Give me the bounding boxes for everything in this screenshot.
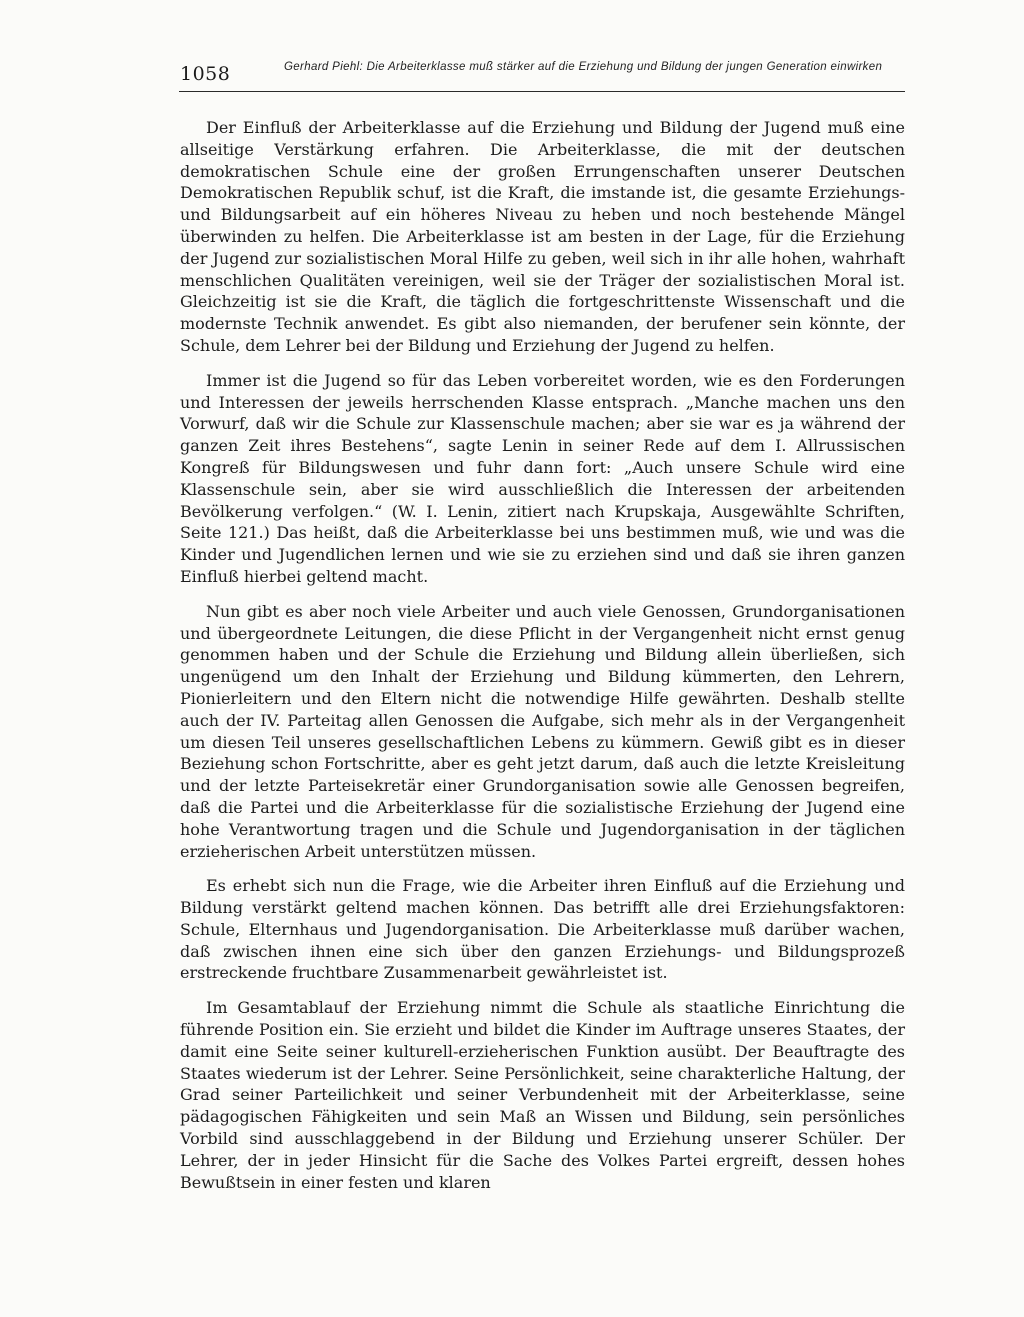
- paragraph: Immer ist die Jugend so für das Leben vorbereitet worden, wie es den Forderungen und Interessen der jeweils herrschenden Klasse entsprach. „Manche machen uns den Vorwurf, daß wir die Schule zur Klassenschule machen; aber sie war es ja während der ganzen Zeit ihres Bestehens“, sagte Lenin in seiner Rede auf dem I. Allrussischen Kongreß für Bildungswesen und fuhr dann fort: „Auch unsere Schule wird eine Klassenschule sein, aber sie wird ausschließlich die Interessen der arbeitenden Bevölkerung verfolgen.“ (W. I. Lenin, zitiert nach Krupskaja, Ausgewählte Schriften, Seite 121.) Das heißt, daß die Arbeiterklasse bei uns bestimmen muß, wie und was die Kinder und Jugendlichen lernen und wie sie zu erziehen sind und daß sie ihren ganzen Einfluß hierbei geltend macht.: [180, 370, 905, 586]
- paragraph: Nun gibt es aber noch viele Arbeiter und auch viele Genossen, Grundorganisationen und übergeordnete Leitungen, die diese Pflicht in der Vergangenheit nicht ernst genug genommen haben und der Schule die Erziehung und Bildung allein überließen, sich ungenügend um den Inhalt der Erziehung und Bildung kümmerten, den Lehrern, Pionierleitern und den Eltern nicht die notwendige Hilfe gewährten. Deshalb stellte auch der IV. Parteitag allen Genossen die Aufgabe, sich mehr als in der Vergangenheit um diesen Teil unseres gesellschaftlichen Lebens zu kümmern. Gewiß gibt es in dieser Beziehung schon Fortschritte, aber es geht jetzt darum, daß auch die letzte Kreisleitung und der letzte Parteisekretär einer Grundorganisation sowie alle Genossen begreifen, daß die Partei und die Arbeiterklasse für die sozialistische Erziehung der Jugend eine hohe Verantwortung tragen und die Schule und Jugendorganisation in der täglichen erzieherischen Arbeit unterstützen müssen.: [180, 601, 905, 861]
- paragraph: Im Gesamtablauf der Erziehung nimmt die Schule als staatliche Einrichtung die führende Position ein. Sie erzieht und bildet die Kinder im Auftrage unseres Staates, der damit eine Seite seiner kulturell-erzieherischen Funktion ausübt. Der Beauftragte des Staates wiederum ist der Lehrer. Seine Persönlichkeit, seine charakterliche Haltung, der Grad seiner Parteilichkeit und seiner Verbundenheit mit der Arbeiterklasse, seine pädagogischen Fähigkeiten und sein Maß an Wissen und Bildung, sein persönliches Vorbild sind ausschlaggebend in der Bildung und Erziehung unserer Schüler. Der Lehrer, der in jeder Hinsicht für die Sache des Volkes Partei ergreift, dessen hohes Bewußtsein in einer festen und klaren: [180, 998, 905, 1192]
- page-number: 1058: [180, 63, 231, 85]
- paragraph: Es erhebt sich nun die Frage, wie die Arbeiter ihren Einfluß auf die Erziehung und Bildung verstärkt geltend machen können. Das betrifft alle drei Erziehungsfaktoren: Schule, Elternhaus und Jugendorganisation. Die Arbeiterklasse muß darüber wachen, daß zwischen ihnen eine sich über den ganzen Erziehungs- und Bildungsprozeß erstreckende fruchtbare Zusammenarbeit gewährleistet ist.: [180, 876, 905, 983]
- header-rule: [179, 91, 905, 92]
- paragraph: Der Einfluß der Arbeiterklasse auf die Erziehung und Bildung der Jugend muß eine allseitige Verstärkung erfahren. Die Arbeiterklasse, die mit der deutschen demokratischen Schule eine der großen Errungenschaften unserer Deutschen Demokratischen Republik schuf, ist die Kraft, die imstande ist, die gesamte Erziehungs- und Bildungsarbeit auf ein höheres Niveau zu heben und noch bestehende Mängel überwinden zu helfen. Die Arbeiterklasse ist am besten in der Lage, für die Erziehung der Jugend zur sozialistischen Moral Hilfe zu geben, weil sich in ihr alle hohen, wahrhaft menschlichen Qualitäten vereinigen, weil sie der Träger der sozialistischen Moral ist. Gleichzeitig ist sie die Kraft, die täglich die fortgeschrittenste Wissenschaft und die modernste Technik anwendet. Es gibt also niemanden, der berufener sein könnte, der Schule, dem Lehrer bei der Bildung und Erziehung der Jugend zu helfen.: [180, 118, 905, 355]
- body-text: [180, 117, 905, 1206]
- running-title: Gerhard Piehl: Die Arbeiterklasse muß stärker auf die Erziehung und Bildung der jungen Generation einwirken: [284, 61, 883, 73]
- page-header: [180, 58, 905, 92]
